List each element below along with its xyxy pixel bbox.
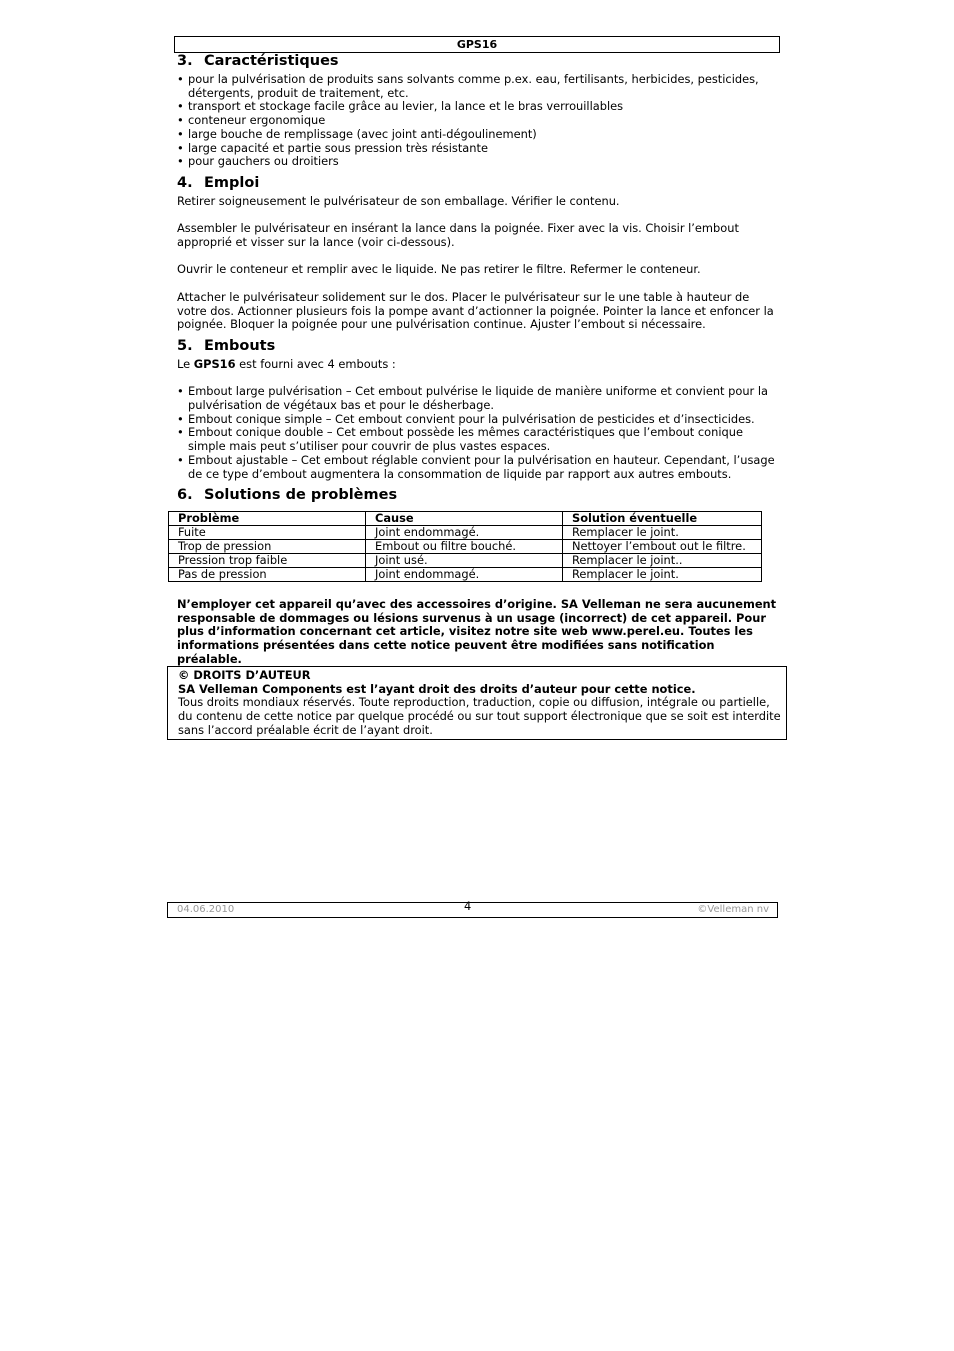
section-usage-heading: 4. Emploi <box>177 174 260 191</box>
features-list <box>177 73 779 169</box>
list-item: • Embout conique double – Cet embout possède les mêmes caractéristiques que l’embout conique simple mais peut s’utiliser pour couvrir de plus vastes espaces. <box>177 425 743 454</box>
table-row <box>169 568 762 582</box>
copyright-text: Tous droits mondiaux réservés. Toute reproduction, traduction, copie ou diffusion, intégrale ou partielle, du contenu de cette notice par quelque procédé ou sur tout support électronique que se soit est interdite sans l’accord préalable écrit de l’ayant droit. <box>178 695 781 737</box>
table-cell: Joint endommagé. <box>366 568 563 582</box>
column-header: Solution éventuelle <box>563 512 762 526</box>
warning-notice: N’employer cet appareil qu’avec des accessoires d’origine. SA Velleman ne sera aucunement responsable de dommages ou lésions survenus à un usage (incorrect) de cet appareil. Pour plus d’information concernant cet article, visitez notre site web www.perel.eu. Toutes les informations présentées dans cette notice peuvent être modifiées sans notification préalable. <box>177 597 777 666</box>
page-footer <box>167 899 778 918</box>
usage-paragraph: Assembler le pulvérisateur en insérant la lance dans la poignée. Fixer avec la vis. Choisir l’embout approprié et visser sur la lance (voir ci-dessous). <box>177 221 739 250</box>
usage-paragraph: Attacher le pulvérisateur solidement sur le dos. Placer le pulvérisateur sur le une table à hauteur de votre dos. Actionner plusieurs fois la pompe avant d’actionner la poignée. Pointer la lance et enfoncer la poignée. Bloquer la poignée pour une pulvérisation continue. Ajuster l’embout si nécessaire. <box>177 289 774 332</box>
usage-paragraph: Ouvrir le conteneur et remplir avec le liquide. Ne pas retirer le filtre. Refermer le conteneur. <box>177 262 701 277</box>
table-cell: Remplacer le joint.. <box>563 554 762 568</box>
nozzles-list <box>177 385 779 481</box>
column-header: Cause <box>366 512 563 526</box>
table-cell: Remplacer le joint. <box>563 568 762 582</box>
table-row <box>169 526 762 540</box>
table-cell: Embout ou filtre bouché. <box>366 540 563 554</box>
column-header: Problème <box>169 512 366 526</box>
table-cell: Joint endommagé. <box>366 526 563 540</box>
table-cell: Pression trop faible <box>169 554 366 568</box>
table-cell: Nettoyer l’embout out le filtre. <box>563 540 762 554</box>
troubleshooting-table <box>168 511 762 582</box>
list-item: • large capacité et partie sous pression très résistante <box>177 140 488 155</box>
nozzles-intro: Le GPS16 est fourni avec 4 embouts : <box>177 356 396 371</box>
usage-paragraph: Retirer soigneusement le pulvérisateur de son emballage. Vérifier le contenu. <box>177 193 620 208</box>
table-cell: Joint usé. <box>366 554 563 568</box>
list-item: • transport et stockage facile grâce au levier, la lance et le bras verrouillables <box>177 99 624 114</box>
model-name: GPS16 <box>456 38 498 51</box>
copyright-title: © DROITS D’AUTEUR <box>178 668 311 682</box>
copyright-box <box>167 666 787 740</box>
table-row <box>169 540 762 554</box>
list-item: • Embout conique simple – Cet embout convient pour la pulvérisation de pesticides et d’insecticides. <box>177 411 755 426</box>
section-features-heading: 3. Caractéristiques <box>177 53 339 69</box>
list-item: • conteneur ergonomique <box>177 113 326 128</box>
table-row <box>169 554 762 568</box>
section-troubleshooting-heading: 6. Solutions de problèmes <box>177 487 398 504</box>
page-content <box>177 53 779 507</box>
list-item: • Embout large pulvérisation – Cet embout pulvérise le liquide de manière uniforme et convient pour la pulvérisation de végétaux bas et pour le désherbage. <box>177 384 769 412</box>
list-item: • Embout ajustable – Cet embout réglable convient pour la pulvérisation en hauteur. Cependant, l’usage de ce type d’embout augmentera la consommation de liquide par rapport aux autres embouts. <box>177 452 775 481</box>
page-header <box>174 36 780 53</box>
page-number: 4 <box>464 899 472 913</box>
list-item: • pour gauchers ou droitiers <box>177 154 339 169</box>
table-cell: Fuite <box>169 526 366 540</box>
copyright-owner: SA Velleman Components est l’ayant droit des droits d’auteur pour cette notice. <box>178 681 696 696</box>
table-cell: Trop de pression <box>169 540 366 554</box>
table-cell: Remplacer le joint. <box>563 526 762 540</box>
table-header-row <box>169 512 762 526</box>
section-nozzles-heading: 5. Embouts <box>177 337 276 354</box>
list-item: • large bouche de remplissage (avec joint anti-dégoulinement) <box>177 126 537 141</box>
footer-date: 04.06.2010 <box>177 904 235 915</box>
footer-copyright: ©Velleman nv <box>697 904 769 915</box>
table-cell: Pas de pression <box>169 568 366 582</box>
list-item: • pour la pulvérisation de produits sans solvants comme p.ex. eau, fertilisants, herbicides, pesticides, détergents, produit de traitement, etc. <box>177 72 759 100</box>
